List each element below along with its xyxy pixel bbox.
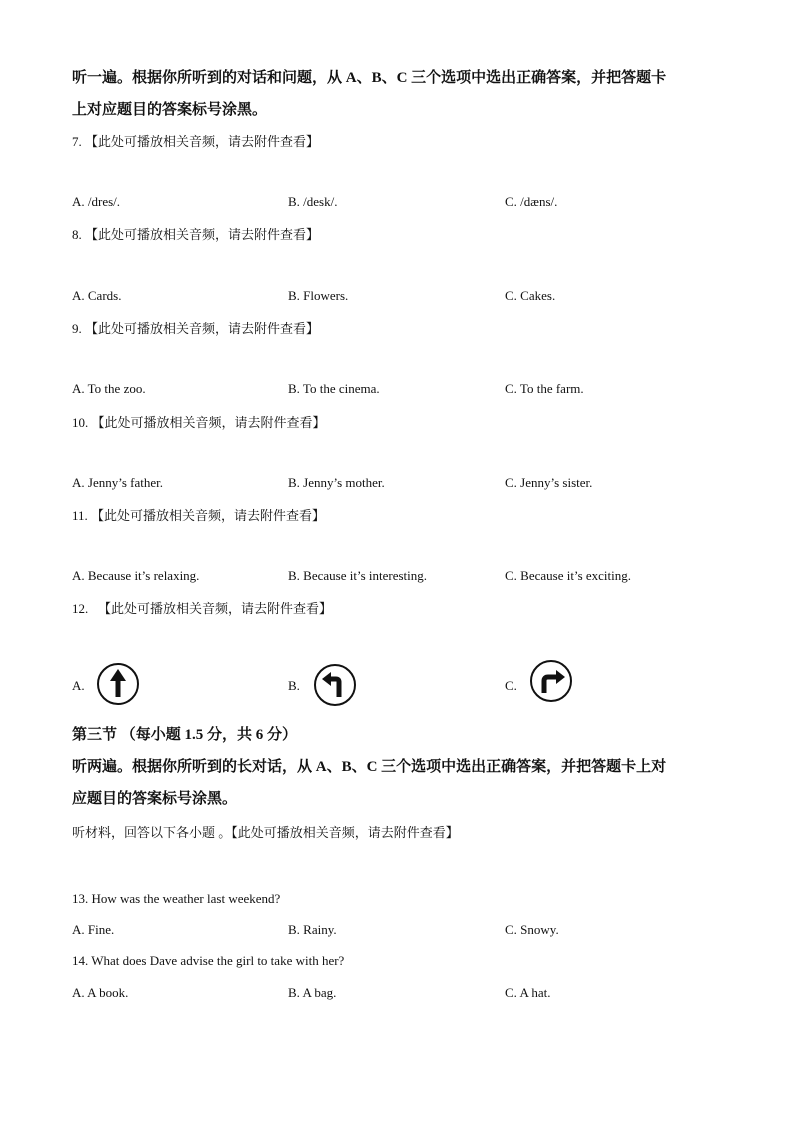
option-c: C. To the farm. [505,381,584,396]
section-instruction-line2: 上对应题目的答案标号涂黑。 [72,102,268,118]
option-b: B. Jenny’s mother. [288,475,385,490]
option-b-label: B. [288,678,300,693]
question-number: 11. [72,508,88,523]
option-b: B. Rainy. [288,922,337,937]
section-instruction-line1: 听一遍。根据你所听到的对话和问题，从 A、B、C 三个选项中选出正确答案，并把答题卡 [72,70,667,86]
straight-arrow-icon [96,662,140,706]
option-a: A. /dres/. [72,194,121,209]
audio-prompt[interactable]: 【此处可播放相关音频，请去附件查看】 [91,415,326,430]
listening-material-prompt[interactable]: 听材料，回答以下各小题 。【此处可播放相关音频，请去附件查看】 [72,825,459,840]
audio-prompt[interactable]: 【此处可播放相关音频，请去附件查看】 [91,508,326,523]
question-9[interactable] [72,318,319,337]
option-c-label: C. [505,678,517,693]
option-c: C. Snowy. [505,922,559,937]
option-a: A. Cards. [72,288,122,303]
question-11[interactable] [72,505,325,524]
option-a: A. Fine. [72,922,115,937]
option-a: A. Jenny’s father. [72,475,163,490]
audio-prompt[interactable]: 【此处可播放相关音频，请去附件查看】 [98,601,333,616]
section-3-instruction-line1: 听两遍。根据你所听到的长对话，从 A、B、C 三个选项中选出正确答案，并把答题卡上对 [72,759,667,775]
option-c: C. /dæns/. [505,194,558,209]
option-a-label: A. [72,678,85,693]
section-3-title: 第三节 （每小题 1.5 分，共 6 分） [72,727,298,743]
question-8[interactable] [72,224,319,243]
option-b: B. A bag. [288,985,337,1000]
option-b: B. Because it’s interesting. [288,568,428,583]
question-12[interactable] [72,598,332,617]
section-3-instruction-line2: 应题目的答案标号涂黑。 [72,791,238,807]
question-number: 12. [72,601,89,616]
turn-right-arrow-icon [529,659,573,703]
audio-prompt[interactable]: 【此处可播放相关音频，请去附件查看】 [85,227,320,242]
option-b: B. Flowers. [288,288,349,303]
option-b: B. To the cinema. [288,381,380,396]
option-c: C. Jenny’s sister. [505,475,593,490]
question-13: 13. How was the weather last weekend? [72,891,281,906]
audio-prompt[interactable]: 【此处可播放相关音频，请去附件查看】 [85,321,320,336]
option-c: C. Cakes. [505,288,556,303]
option-c: C. A hat. [505,985,551,1000]
audio-prompt[interactable]: 【此处可播放相关音频，请去附件查看】 [85,134,320,149]
question-number: 7. [72,134,82,149]
option-c: C. Because it’s exciting. [505,568,632,583]
question-number: 9. [72,321,82,336]
question-number: 8. [72,227,82,242]
question-number: 10. [72,415,89,430]
question-7[interactable] [72,131,319,150]
question-14: 14. What does Dave advise the girl to take with her? [72,953,345,968]
option-a: A. Because it’s relaxing. [72,568,200,583]
option-a: A. To the zoo. [72,381,146,396]
option-a: A. A book. [72,985,129,1000]
option-b: B. /desk/. [288,194,338,209]
question-10[interactable] [72,412,326,431]
turn-left-arrow-icon [313,663,357,707]
